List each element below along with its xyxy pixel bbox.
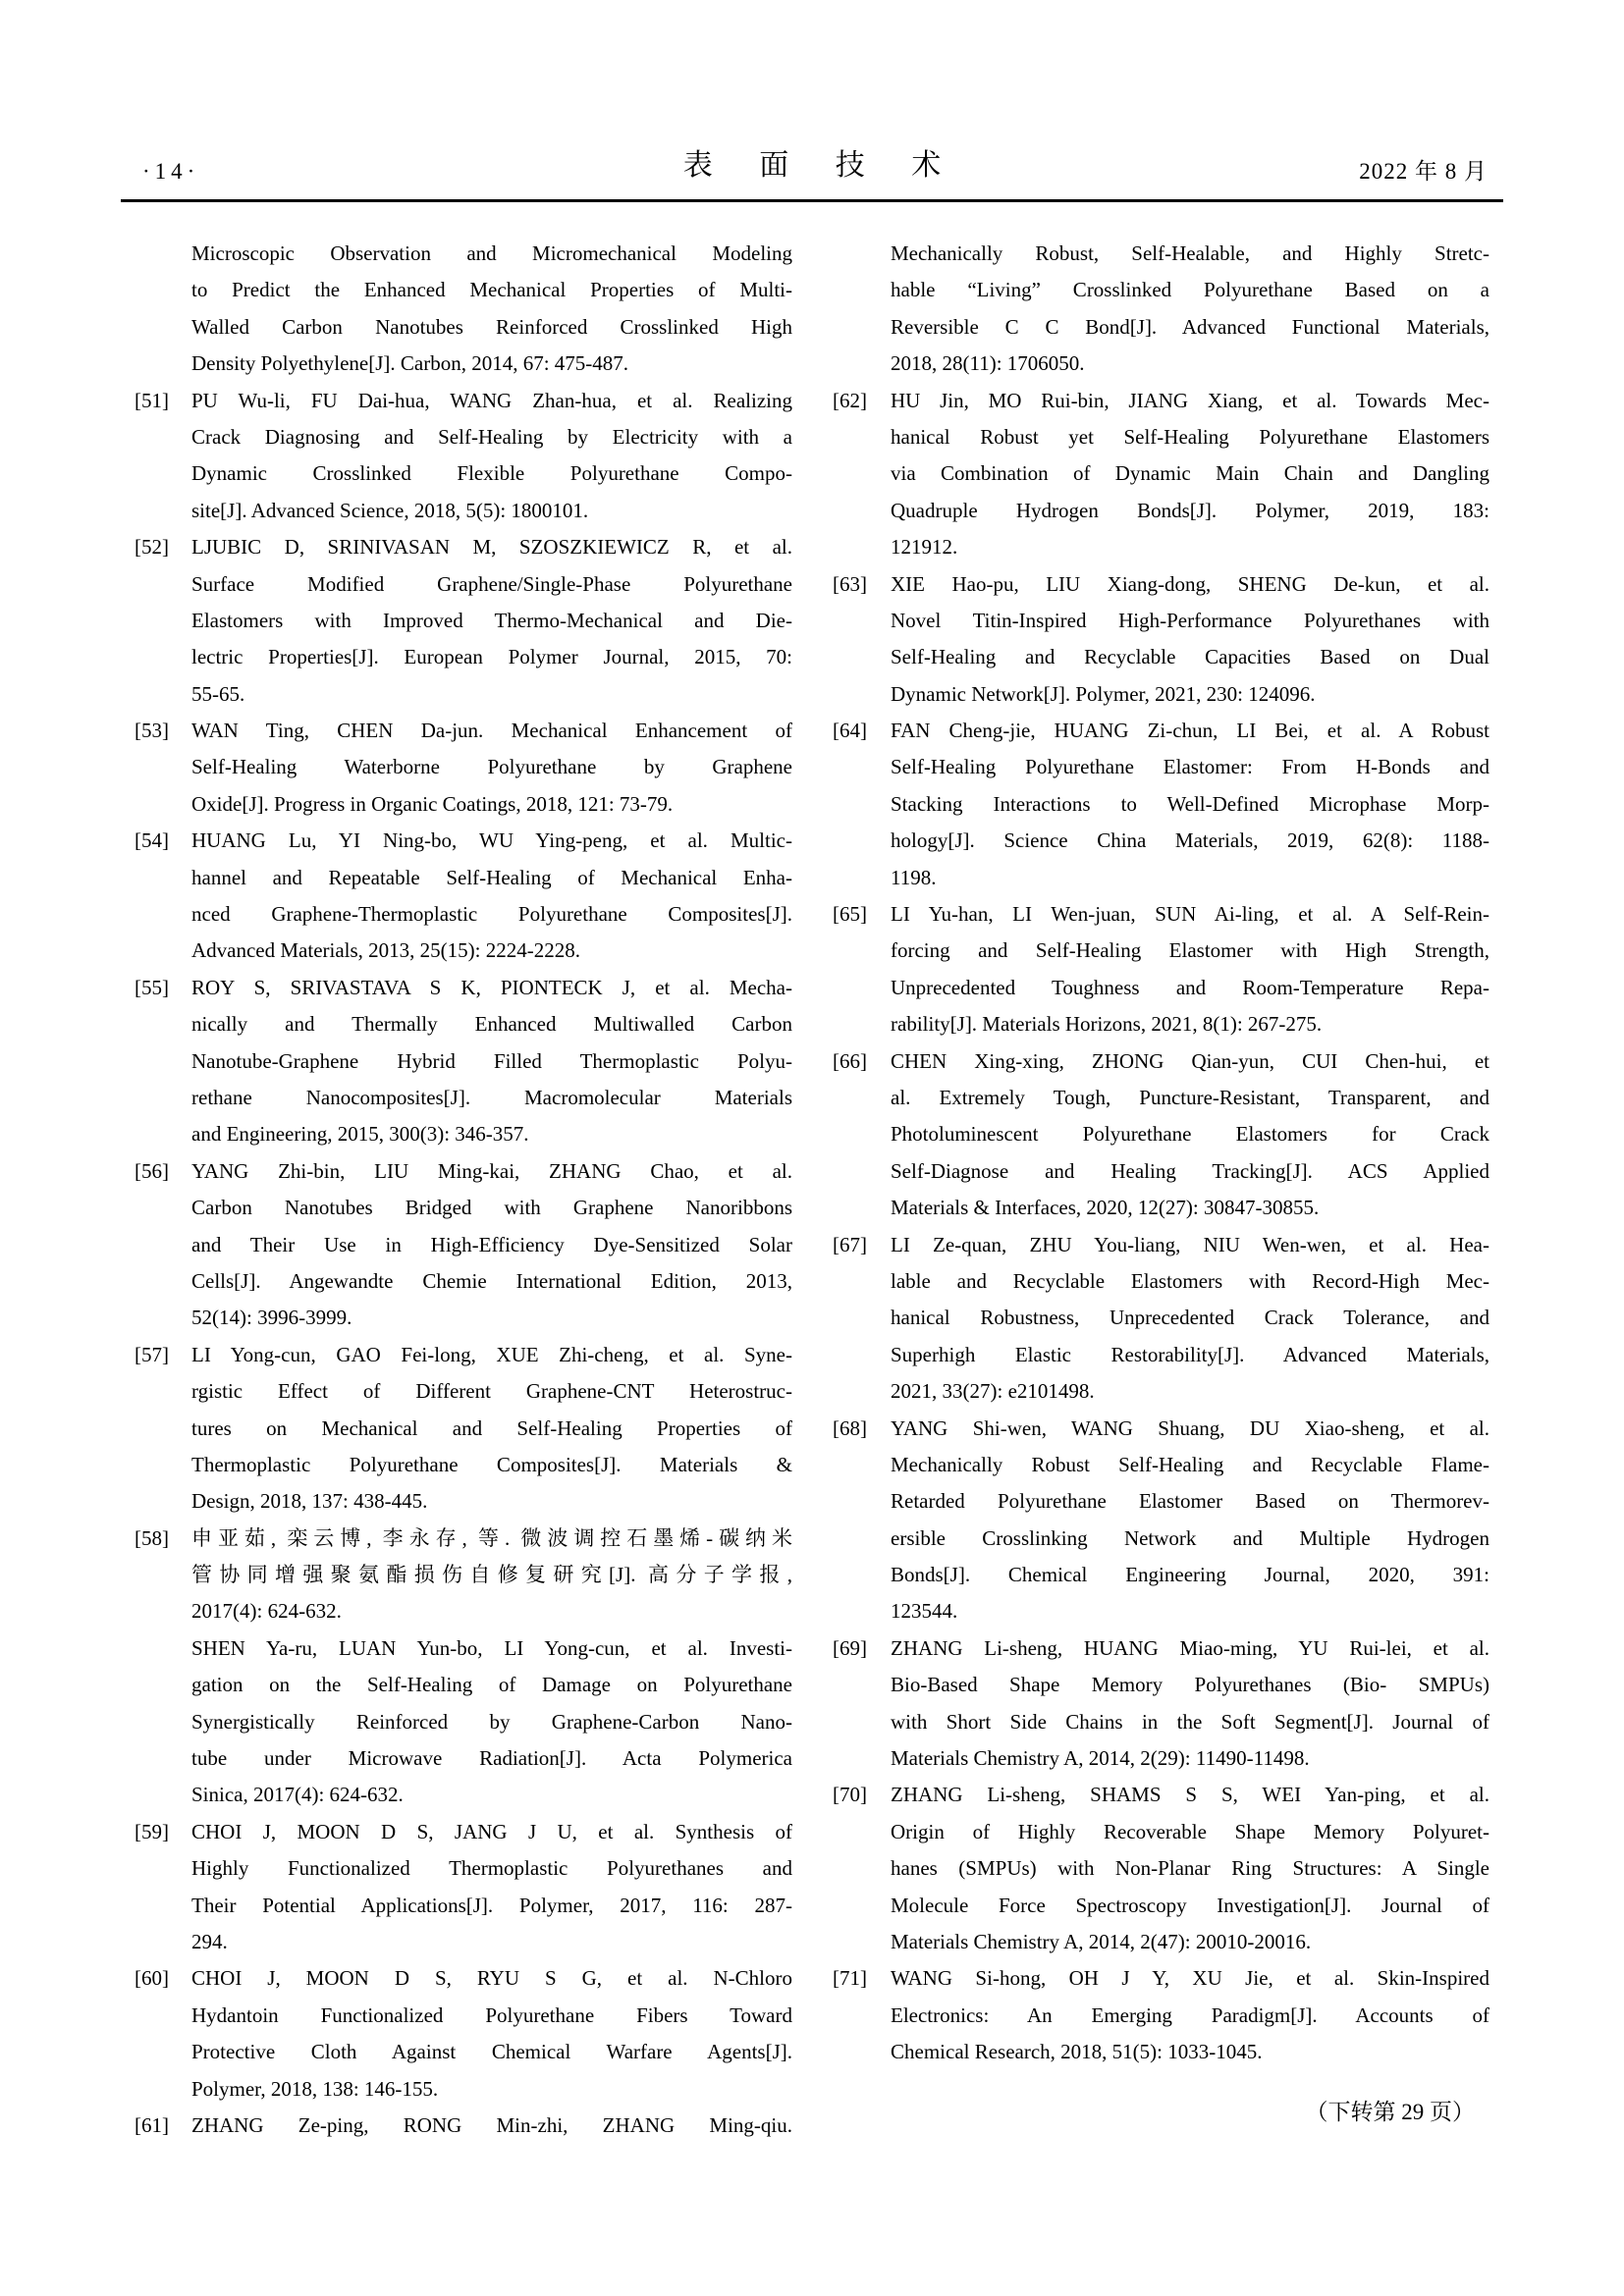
reference-line: nically and Thermally Enhanced Multiwalled Carbon [191,1012,792,1037]
reference-item [135,1153,792,1337]
reference-line: Advanced Materials, 2013, 25(15): 2224-2228. [191,938,580,963]
reference-label: [71] [833,1966,867,1991]
reference-line: FAN Cheng-jie, HUANG Zi-chun, LI Bei, et al. A Robust [891,719,1489,743]
reference-line: 123544. [891,1599,958,1624]
reference-line: tures on Mechanical and Self-Healing Properties of [191,1415,792,1440]
reference-line: CHOI J, MOON D S, RYU S G, et al. N-Chloro [191,1966,792,1991]
reference-line: Design, 2018, 137: 438-445. [191,1489,428,1514]
reference-item [833,566,1489,714]
reference-item [833,1630,1489,1778]
reference-line: 申亚茹, 栾云博, 李永存, 等. 微波调控石墨烯-碳纳米 [191,1525,792,1550]
reference-line: hology[J]. Science China Materials, 2019, 62(8): 1188- [891,828,1489,853]
reference-line: tube under Microwave Radiation[J]. Acta Polymerica [191,1746,792,1771]
reference-item [135,823,792,970]
reference-label: [62] [833,388,867,412]
reference-line: Bio-Based Shape Memory Polyurethanes (Bio- SMPUs) [891,1673,1489,1697]
reference-label: [57] [135,1342,169,1366]
header-rule [121,199,1503,202]
reference-line: CHEN Xing-xing, ZHONG Qian-yun, CUI Chen-hui, et [891,1048,1489,1073]
continuation-note: （下转第 29 页） [1305,2100,1475,2124]
reference-item [135,1960,792,2108]
reference-line: rgistic Effect of Different Graphene-CNT Heterostruc- [191,1379,792,1404]
reference-label: [56] [135,1158,169,1183]
reference-line: hannel and Repeatable Self-Healing of Mechanical Enha- [191,865,792,889]
reference-line: Materials & Interfaces, 2020, 12(27): 30847-30855. [891,1196,1320,1220]
reference-line: al. Extremely Tough, Puncture-Resistant, Transparent, and [891,1085,1489,1109]
reference-line: Retarded Polyurethane Elastomer Based on Thermorev- [891,1489,1489,1514]
reference-line: HUANG Lu, YI Ning-bo, WU Ying-peng, et al. Multic- [191,828,792,853]
reference-line: Mechanically Robust, Self-Healable, and Highly Stretc- [891,241,1489,265]
reference-line: ROY S, SRIVASTAVA S K, PIONTECK J, et al. Mecha- [191,975,792,999]
reference-line: via Combination of Dynamic Main Chain and Dangling [891,461,1489,486]
reference-line: to Predict the Enhanced Mechanical Properties of Multi- [191,278,792,302]
reference-line: Self-Healing Polyurethane Elastomer: From H-Bonds and [891,755,1489,779]
reference-line: WAN Ting, CHEN Da-jun. Mechanical Enhancement of [191,719,792,743]
reference-item [135,1337,792,1521]
reference-line: Crack Diagnosing and Self-Healing by Electricity with a [191,424,792,449]
reference-item [833,1777,1489,1960]
reference-label [135,236,191,272]
reference-line: LI Yong-cun, GAO Fei-long, XUE Zhi-cheng, et al. Syne- [191,1342,792,1366]
reference-line: Surface Modified Graphene/Single-Phase Polyurethane [191,571,792,596]
reference-item [135,529,792,713]
reference-label [833,236,891,272]
reference-line: lable and Recyclable Elastomers with Record-High Mec- [891,1268,1489,1293]
reference-label: [65] [833,902,867,927]
reference-item [135,1630,792,1814]
reference-label: [61] [135,2112,169,2137]
reference-line: lectric Properties[J]. European Polymer Journal, 2015, 70: [191,645,792,669]
reference-line: site[J]. Advanced Science, 2018, 5(5): 1800101. [191,498,589,522]
reference-label: [52] [135,535,169,560]
reference-line: nced Graphene-Thermoplastic Polyurethane Composites[J]. [191,902,792,927]
page-number: ·14· [142,159,200,184]
reference-item [135,1814,792,1961]
reference-line: hable “Living” Crosslinked Polyurethane Based on a [891,278,1489,302]
reference-line: Bonds[J]. Chemical Engineering Journal, 2020, 391: [891,1563,1489,1587]
reference-item [833,1227,1489,1411]
reference-item [833,896,1489,1043]
reference-line: hanes (SMPUs) with Non-Planar Ring Structures: A Single [891,1856,1489,1881]
reference-item [833,383,1489,566]
reference-item [135,236,792,383]
reference-label: [60] [135,1966,169,1991]
reference-line: 52(14): 3996-3999. [191,1306,352,1330]
reference-line: Molecule Force Spectroscopy Investigation[J]. Journal of [891,1893,1489,1917]
reference-line: 121912. [891,535,958,560]
reference-line: Materials Chemistry A, 2014, 2(47): 20010-20016. [891,1929,1312,1953]
reference-line: Electronics: An Emerging Paradigm[J]. Accounts of [891,2002,1489,2027]
reference-line: Dynamic Crosslinked Flexible Polyurethane Compo- [191,461,792,486]
reference-line: 294. [191,1929,228,1953]
reference-item [135,970,792,1153]
journal-title: 表 面 技 术 [682,149,961,182]
reference-item [135,2108,792,2144]
reference-line: Oxide[J]. Progress in Organic Coatings, 2018, 121: 73-79. [191,791,674,816]
reference-line: forcing and Self-Healing Elastomer with High Strength, [891,938,1489,963]
reference-item [833,1411,1489,1630]
references-column-right [833,236,1489,2071]
reference-line: Carbon Nanotubes Bridged with Graphene Nanoribbons [191,1196,792,1220]
reference-label: [53] [135,719,169,743]
reference-label [135,1630,191,1667]
reference-line: 2021, 33(27): e2101498. [891,1379,1095,1404]
reference-line: CHOI J, MOON D S, JANG J U, et al. Synthesis of [191,1819,792,1843]
reference-line: Sinica, 2017(4): 624-632. [191,1783,404,1807]
reference-line: Microscopic Observation and Micromechanical Modeling [191,241,792,265]
reference-line: rethane Nanocomposites[J]. Macromolecular Materials [191,1085,792,1109]
reference-line: Unprecedented Toughness and Room-Temperature Repa- [891,975,1489,999]
reference-line: 2018, 28(11): 1706050. [891,351,1085,376]
reference-item [833,713,1489,896]
reference-line: SHEN Ya-ru, LUAN Yun-bo, LI Yong-cun, et al. Investi- [191,1635,792,1660]
reference-item [135,713,792,823]
reference-item [135,1521,792,1630]
reference-line: Mechanically Robust Self-Healing and Recyclable Flame- [891,1452,1489,1476]
reference-line: ersible Crosslinking Network and Multiple Hydrogen [891,1525,1489,1550]
reference-label: [68] [833,1415,867,1440]
reference-line: rability[J]. Materials Horizons, 2021, 8(1): 267-275. [891,1012,1323,1037]
reference-line: 2017(4): 624-632. [191,1599,342,1624]
reference-line: Novel Titin-Inspired High-Performance Polyurethanes with [891,608,1489,632]
reference-line: Stacking Interactions to Well-Defined Microphase Morp- [891,791,1489,816]
reference-item [135,383,792,530]
reference-label: [59] [135,1819,169,1843]
reference-line: Density Polyethylene[J]. Carbon, 2014, 67: 475-487. [191,351,629,376]
reference-line: WANG Si-hong, OH J Y, XU Jie, et al. Skin-Inspired [891,1966,1489,1991]
reference-line: Elastomers with Improved Thermo-Mechanical and Die- [191,608,792,632]
reference-line: Self-Healing and Recyclable Capacities Based on Dual [891,645,1489,669]
reference-line: Polymer, 2018, 138: 146-155. [191,2076,439,2101]
reference-line: Self-Diagnose and Healing Tracking[J]. ACS Applied [891,1158,1489,1183]
reference-line: Materials Chemistry A, 2014, 2(29): 11490-11498. [891,1746,1310,1771]
reference-label: [69] [833,1635,867,1660]
reference-line: Dynamic Network[J]. Polymer, 2021, 230: 124096. [891,681,1316,706]
reference-line: LJUBIC D, SRINIVASAN M, SZOSZKIEWICZ R, et al. [191,535,792,560]
reference-label: [51] [135,388,169,412]
reference-line: Superhigh Elastic Restorability[J]. Advanced Materials, [891,1342,1489,1366]
reference-line: Self-Healing Waterborne Polyurethane by Graphene [191,755,792,779]
reference-line: and Their Use in High-Efficiency Dye-Sensitized Solar [191,1232,792,1256]
reference-line: gation on the Self-Healing of Damage on Polyurethane [191,1673,792,1697]
reference-line: Thermoplastic Polyurethane Composites[J]. Materials & [191,1452,792,1476]
reference-line: hanical Robustness, Unprecedented Crack Tolerance, and [891,1306,1489,1330]
reference-label: [54] [135,828,169,853]
reference-line: LI Ze-quan, ZHU You-liang, NIU Wen-wen, et al. Hea- [891,1232,1489,1256]
reference-line: Synergistically Reinforced by Graphene-Carbon Nano- [191,1709,792,1734]
reference-label: [58] [135,1525,169,1550]
reference-line: Chemical Research, 2018, 51(5): 1033-1045. [891,2040,1263,2064]
reference-line: Photoluminescent Polyurethane Elastomers for Crack [891,1122,1489,1147]
reference-item [833,1960,1489,2070]
reference-line: XIE Hao-pu, LIU Xiang-dong, SHENG De-kun, et al. [891,571,1489,596]
reference-label: [66] [833,1048,867,1073]
references-column-left [135,236,792,2144]
reference-line: YANG Zhi-bin, LIU Ming-kai, ZHANG Chao, et al. [191,1158,792,1183]
reference-line: Origin of Highly Recoverable Shape Memory Polyuret- [891,1819,1489,1843]
reference-line: Protective Cloth Against Chemical Warfare Agents[J]. [191,2040,792,2064]
reference-line: Highly Functionalized Thermoplastic Polyurethanes and [191,1856,792,1881]
reference-line: Their Potential Applications[J]. Polymer, 2017, 116: 287- [191,1893,792,1917]
reference-line: ZHANG Li-sheng, HUANG Miao-ming, YU Rui-lei, et al. [891,1635,1489,1660]
reference-line: HU Jin, MO Rui-bin, JIANG Xiang, et al. Towards Mec- [891,388,1489,412]
reference-line: Quadruple Hydrogen Bonds[J]. Polymer, 2019, 183: [891,498,1489,522]
reference-label: [55] [135,975,169,999]
reference-line: Cells[J]. Angewandte Chemie International Edition, 2013, [191,1268,792,1293]
reference-label: [63] [833,571,867,596]
reference-line: ZHANG Ze-ping, RONG Min-zhi, ZHANG Ming-qiu. [191,2112,792,2137]
reference-label: [67] [833,1232,867,1256]
reference-line: 55-65. [191,681,245,706]
reference-line: hanical Robust yet Self-Healing Polyurethane Elastomers [891,424,1489,449]
reference-item [833,1043,1489,1227]
issue-date: 2022 年 8 月 [1359,159,1488,184]
reference-line: 管协同增强聚氨酯损伤自修复研究[J]. 高分子学报, [191,1563,792,1587]
reference-line: Nanotube-Graphene Hybrid Filled Thermoplastic Polyu- [191,1048,792,1073]
reference-line: 1198. [891,865,937,889]
reference-line: Walled Carbon Nanotubes Reinforced Crosslinked High [191,314,792,339]
reference-item [833,236,1489,383]
reference-line: with Short Side Chains in the Soft Segment[J]. Journal of [891,1709,1489,1734]
reference-line: LI Yu-han, LI Wen-juan, SUN Ai-ling, et al. A Self-Rein- [891,902,1489,927]
reference-line: Reversible C C Bond[J]. Advanced Functional Materials, [891,314,1489,339]
reference-label: [70] [833,1783,867,1807]
reference-line: YANG Shi-wen, WANG Shuang, DU Xiao-sheng, et al. [891,1415,1489,1440]
reference-label: [64] [833,719,867,743]
reference-line: Hydantoin Functionalized Polyurethane Fibers Toward [191,2002,792,2027]
reference-line: ZHANG Li-sheng, SHAMS S S, WEI Yan-ping, et al. [891,1783,1489,1807]
reference-line: and Engineering, 2015, 300(3): 346-357. [191,1122,529,1147]
reference-line: PU Wu-li, FU Dai-hua, WANG Zhan-hua, et al. Realizing [191,388,792,412]
